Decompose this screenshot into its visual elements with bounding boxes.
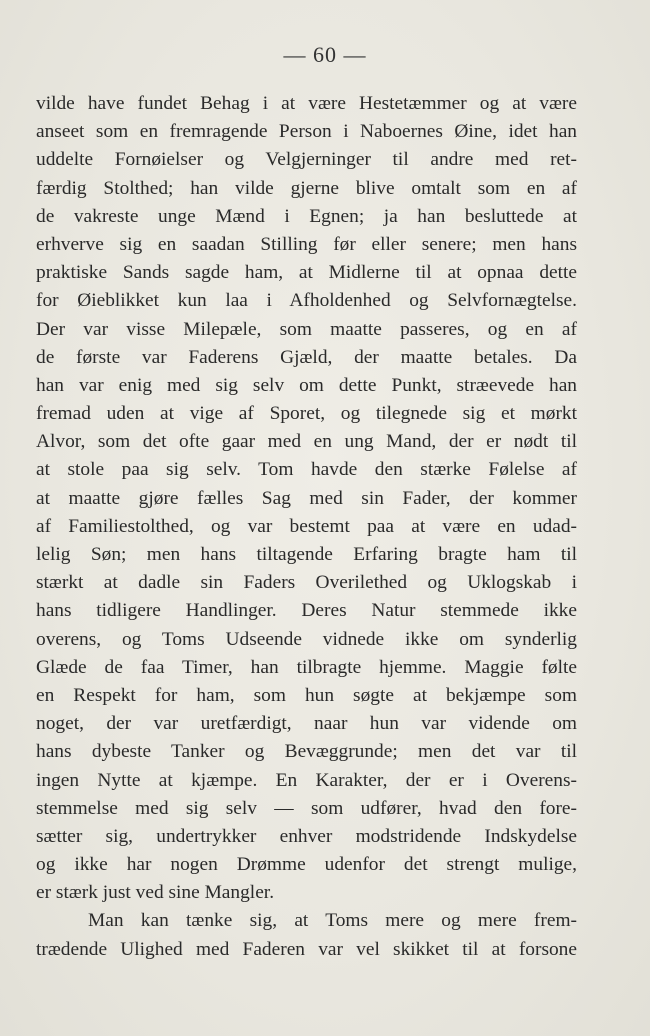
text-line: stærkt at dadle sin Faders Overilethed og Uklogskab i bbox=[36, 572, 577, 594]
text-line: er stærk just ved sine Mangler. bbox=[36, 882, 275, 904]
text-line: overens, og Toms Udseende vidnede ikke om synderlig bbox=[36, 628, 577, 650]
text-line: at maatte gjøre fælles Sag med sin Fader, der kommer bbox=[36, 487, 577, 509]
text-line: stemmelse med sig selv — som udfører, hvad den fore- bbox=[36, 797, 577, 819]
text-line: vilde have fundet Behag i at være Hestetæmmer og at være bbox=[36, 93, 577, 114]
text-line: Alvor, som det ofte gaar med en ung Mand, der er nødt til bbox=[36, 431, 577, 453]
text-line: erhverve sig en saadan Stilling før eller senere; men hans bbox=[36, 233, 577, 255]
text-line: noget, der var uretfærdigt, naar hun var vidende om bbox=[36, 713, 577, 735]
text-line: anseet som en fremragende Person i Naboernes Øine, idet han bbox=[36, 121, 577, 143]
text-line: lelig Søn; men hans tiltagende Erfaring bragte ham til bbox=[36, 544, 577, 565]
text-line: fremad uden at vige af Sporet, og tilegnede sig et mørkt bbox=[36, 403, 577, 425]
text-line: for Øieblikket kun laa i Afholdenhed og Selvfornægtelse. bbox=[36, 290, 577, 312]
body-text bbox=[36, 90, 577, 964]
text-line: uddelte Fornøielser og Velgjerninger til andre med ret- bbox=[36, 149, 577, 171]
text-line: de vakreste unge Mænd i Egnen; ja han besluttede at bbox=[36, 205, 577, 227]
text-line: en Respekt for ham, som hun søgte at bekjæmpe som bbox=[36, 684, 577, 706]
text-line: færdig Stolthed; han vilde gjerne blive omtalt som en af bbox=[36, 177, 577, 199]
text-line: af Familiestolthed, og var bestemt paa at være en udad- bbox=[36, 515, 577, 537]
text-line: at stole paa sig selv. Tom havde den stærke Følelse af bbox=[36, 459, 577, 481]
text-line: sætter sig, undertrykker enhver modstridende Indskydelse bbox=[36, 825, 577, 847]
text-line: ingen Nytte at kjæmpe. En Karakter, der er i Overens- bbox=[36, 769, 577, 791]
text-line: og ikke har nogen Drømme udenfor det strengt mulige, bbox=[36, 854, 577, 876]
page-number: — 60 — bbox=[283, 42, 367, 67]
text-line: praktiske Sands sagde ham, at Midlerne til at opnaa dette bbox=[36, 262, 577, 284]
paragraph-first-line: Man kan tænke sig, at Toms mere og mere frem- bbox=[88, 910, 577, 932]
text-line: hans tidligere Handlinger. Deres Natur stemmede ikke bbox=[36, 600, 577, 622]
text-line: trædende Ulighed med Faderen var vel skikket til at forsone bbox=[36, 938, 577, 960]
text-line: hans dybeste Tanker og Bevæggrunde; men det var til bbox=[36, 741, 577, 763]
text-line: han var enig med sig selv om dette Punkt, stræevede han bbox=[36, 374, 577, 396]
text-line: Der var visse Milepæle, som maatte passeres, og en af bbox=[36, 318, 577, 340]
text-line: de første var Faderens Gjæld, der maatte betales. Da bbox=[36, 346, 577, 368]
text-line: Glæde de faa Timer, han tilbragte hjemme. Maggie følte bbox=[36, 656, 577, 678]
